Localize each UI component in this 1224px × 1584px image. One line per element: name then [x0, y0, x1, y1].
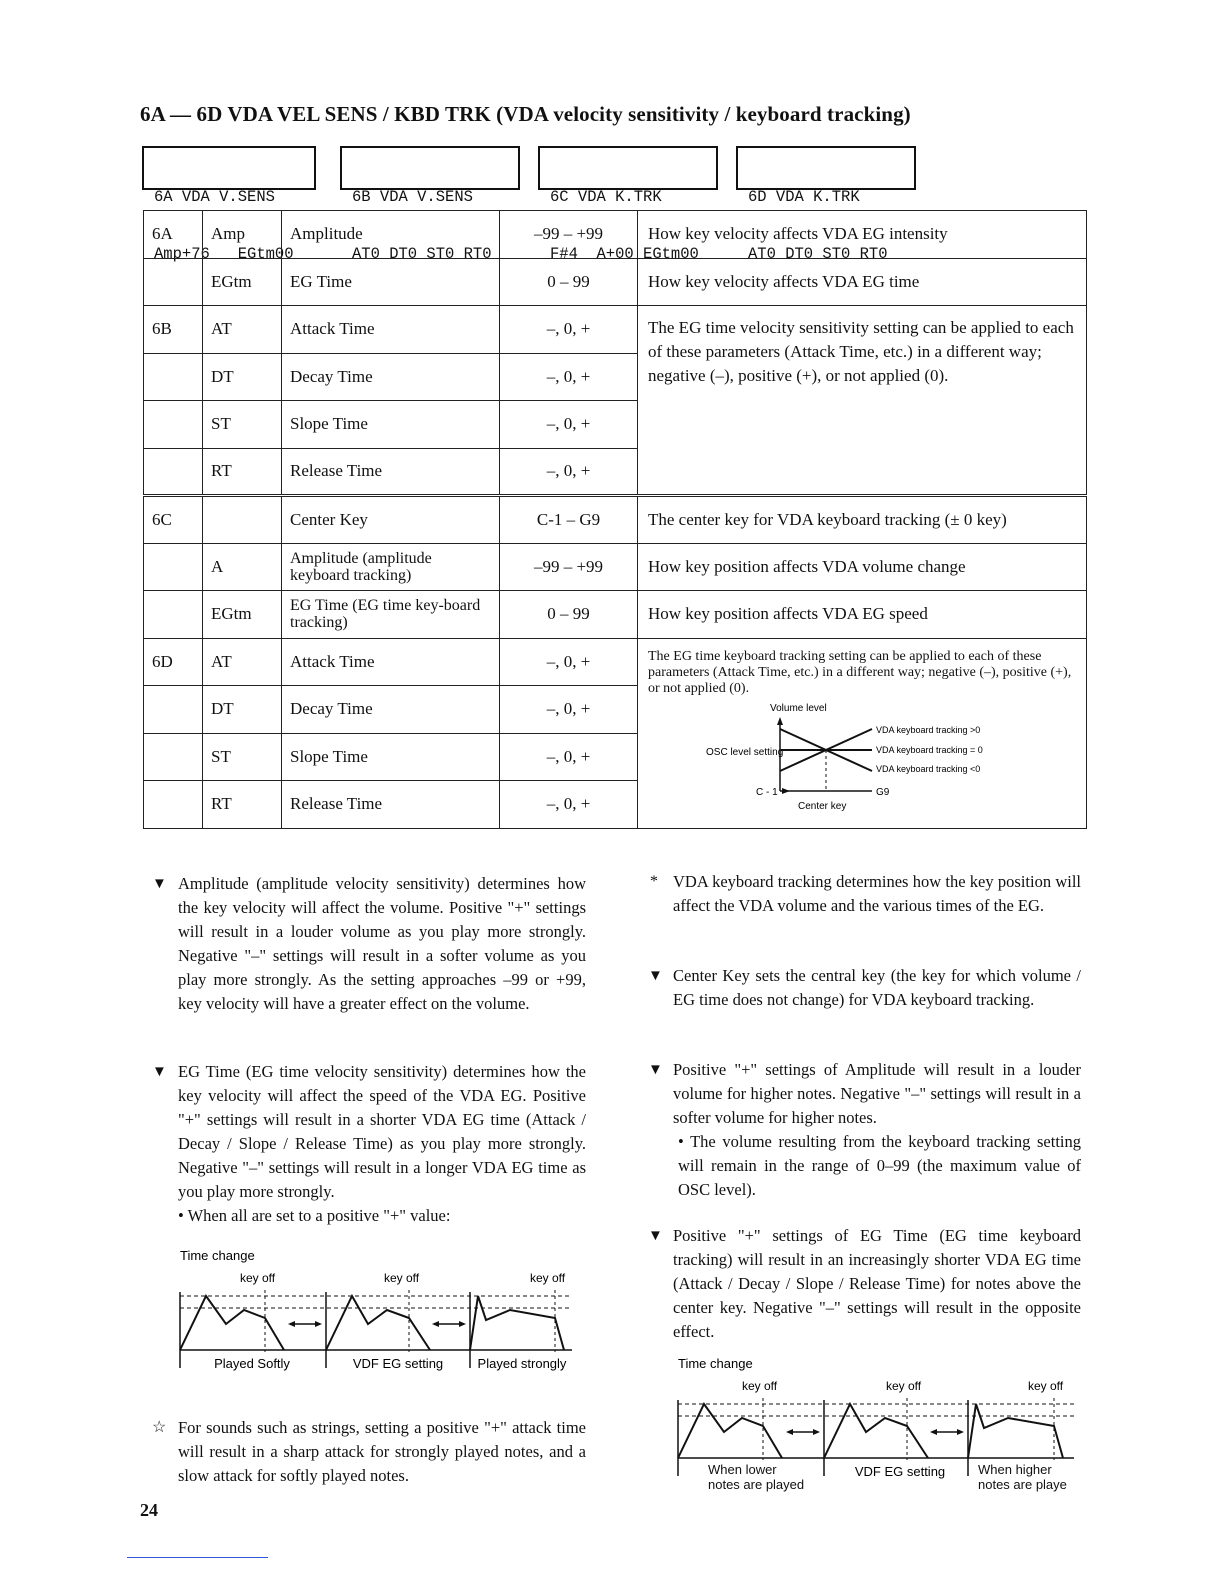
- line-zero-label: VDA keyboard tracking = 0: [876, 744, 983, 755]
- desc-6d-text: The EG time keyboard tracking setting can be applied to each of these parameters (Attack Time, etc.) in a different way; negative (–), positive (+), or not applied (0).: [648, 648, 1072, 696]
- group-cell: [144, 353, 203, 401]
- lcd-panel-6a: [142, 146, 316, 263]
- abbr-cell: DT: [203, 686, 282, 734]
- key-off-label: key off: [384, 1271, 420, 1285]
- range-cell: –, 0, +: [500, 638, 638, 686]
- triangle-bullet-icon: ▼: [152, 1064, 167, 1080]
- key-off-label: key off: [530, 1271, 566, 1285]
- group-cell: [144, 781, 203, 829]
- eg-time-note: • When all are set to a positive "+" value:: [178, 1206, 451, 1225]
- abbr-cell: ST: [203, 401, 282, 449]
- footer-rule: [127, 1557, 268, 1558]
- triangle-bullet-icon: ▼: [648, 1062, 663, 1078]
- key-off-label: key off: [240, 1271, 276, 1285]
- lcd-panel-6b: [340, 146, 520, 263]
- name-cell: EG Time (EG time key-board tracking): [282, 591, 500, 639]
- osc-level-label: OSC level setting: [706, 746, 784, 758]
- lcd-line-1: 6A VDA V.SENS: [154, 188, 275, 206]
- name-cell: Attack Time: [282, 306, 500, 354]
- center-key-label: Center key: [798, 800, 847, 812]
- lcd-line-1: 6B VDA V.SENS: [352, 188, 473, 206]
- abbr-cell: EGtm: [203, 591, 282, 639]
- range-cell: –, 0, +: [500, 353, 638, 401]
- desc-cell: The center key for VDA keyboard tracking (± 0 key): [638, 496, 1087, 544]
- name-cell: Amplitude (amplitude keyboard tracking): [282, 543, 500, 591]
- triangle-bullet-icon: ▼: [152, 876, 167, 892]
- keyboard-tracking-paragraph: VDA keyboard tracking determines how the key position will affect the VDA volume and the various times of the EG.: [673, 872, 1081, 915]
- vdf-eg-setting-label: VDF EG setting: [854, 1464, 946, 1479]
- group-cell: [144, 543, 203, 591]
- range-cell: –, 0, +: [500, 448, 638, 496]
- table-row: [144, 306, 1087, 354]
- center-key-paragraph: Center Key sets the central key (the key for which volume / EG time does not change) for VDA keyboard tracking.: [673, 966, 1081, 1009]
- abbr-cell: [203, 496, 282, 544]
- triangle-bullet-icon: ▼: [648, 968, 663, 984]
- played-strongly-label: Played strongly: [477, 1356, 567, 1371]
- eg-time-tracking-paragraph: Positive "+" settings of EG Time (EG time keyboard tracking) will result in an increasingly shorter VDA EG time (Attack / Decay / Slope / Release Time) for notes above the center key. Negative "–" settings will result in the opposite effect.: [673, 1226, 1081, 1341]
- group-cell: [144, 401, 203, 449]
- group-cell: [144, 733, 203, 781]
- table-row: [144, 211, 1087, 259]
- diagram-title: Time change: [180, 1248, 255, 1263]
- group-cell: 6C: [144, 496, 203, 544]
- group-cell: [144, 448, 203, 496]
- lcd-line-1: 6D VDA K.TRK: [748, 188, 860, 206]
- desc-cell-6d: [638, 638, 1087, 828]
- key-off-label: key off: [1028, 1379, 1064, 1393]
- lcd-line-2: Amp+76 EGtm00: [154, 245, 294, 263]
- name-cell: Amplitude: [282, 211, 500, 259]
- name-cell: Attack Time: [282, 638, 500, 686]
- abbr-cell: AT: [203, 306, 282, 354]
- volume-level-label: Volume level: [770, 702, 827, 714]
- parameter-table: [143, 210, 1087, 829]
- group-cell: [144, 686, 203, 734]
- group-cell: 6D: [144, 638, 203, 686]
- page-number: 24: [140, 1500, 158, 1520]
- eg-time-paragraph: EG Time (EG time velocity sensitivity) determines how the key velocity will affect the speed of the VDA EG. Positive "+" settings will result in a shorter VDA EG time (Attack / Decay / Slope / Release Time) as you play more strongly. Negative "–" settings will result in a longer VDA EG time as you play more strongly.: [178, 1062, 586, 1201]
- abbr-cell: A: [203, 543, 282, 591]
- lcd-line-2: AT0 DT0 ST0 RT0: [748, 245, 888, 263]
- desc-cell: How key position affects VDA volume change: [638, 543, 1087, 591]
- abbr-cell: RT: [203, 448, 282, 496]
- range-cell: C-1 – G9: [500, 496, 638, 544]
- name-cell: Slope Time: [282, 733, 500, 781]
- strings-tip-paragraph: For sounds such as strings, setting a positive "+" attack time will result in a sharp attack for strongly played notes, and a slow attack for softly played notes.: [178, 1418, 586, 1485]
- diagram-title: Time change: [678, 1356, 753, 1371]
- abbr-cell: AT: [203, 638, 282, 686]
- key-off-label: key off: [886, 1379, 922, 1393]
- name-cell: Slope Time: [282, 401, 500, 449]
- amplitude-paragraph: Amplitude (amplitude velocity sensitivity) determines how the key velocity will affect the volume. Positive "+" settings will result in a louder volume as you play more strongly. Negative "–" settings will result in a softer volume as you play more strongly. As the setting approaches –99 or +99, key velocity will have a greater effect on the volume.: [178, 874, 586, 1013]
- abbr-cell: ST: [203, 733, 282, 781]
- abbr-cell: DT: [203, 353, 282, 401]
- abbr-cell: Amp: [203, 211, 282, 259]
- amplitude-tracking-paragraph: Positive "+" settings of Amplitude will result in a louder volume for higher notes. Negative "–" settings will result in a softer volume for higher notes.: [673, 1060, 1081, 1127]
- higher-notes-label: When higher notes are playe: [978, 1462, 1067, 1492]
- x-start-label: C - 1: [756, 786, 778, 798]
- abbr-cell: EGtm: [203, 258, 282, 306]
- triangle-bullet-icon: ▼: [648, 1228, 663, 1244]
- name-cell: Release Time: [282, 781, 500, 829]
- line-pos-label: VDA keyboard tracking >0: [876, 724, 981, 735]
- desc-cell: How key velocity affects VDA EG time: [638, 258, 1087, 306]
- range-cell: –, 0, +: [500, 733, 638, 781]
- star-note-icon: ☆: [152, 1419, 167, 1436]
- range-cell: –99 – +99: [500, 211, 638, 259]
- volume-range-note: • The volume resulting from the keyboard tracking setting will remain in the range of 0–99 (the maximum value of OSC level).: [678, 1132, 1081, 1199]
- table-row: [144, 591, 1087, 639]
- lower-notes-label: When lower notes are played: [708, 1462, 805, 1492]
- time-change-diagram-left: [172, 1244, 592, 1394]
- group-cell: 6B: [144, 306, 203, 354]
- x-end-label: G9: [876, 786, 890, 798]
- range-cell: –, 0, +: [500, 686, 638, 734]
- range-cell: –, 0, +: [500, 781, 638, 829]
- table-row: [144, 258, 1087, 306]
- range-cell: 0 – 99: [500, 591, 638, 639]
- page-title: 6A — 6D VDA VEL SENS / KBD TRK (VDA velocity sensitivity / keyboard tracking): [140, 102, 911, 126]
- asterisk-note-icon: *: [650, 873, 658, 890]
- line-neg-label: VDA keyboard tracking <0: [876, 763, 981, 774]
- range-cell: –99 – +99: [500, 543, 638, 591]
- group-cell: 6A: [144, 211, 203, 259]
- name-cell: EG Time: [282, 258, 500, 306]
- name-cell: Decay Time: [282, 686, 500, 734]
- vdf-eg-setting-label: VDF EG setting: [352, 1356, 444, 1371]
- played-softly-label: Played Softly: [214, 1356, 290, 1371]
- lcd-line-2: F#4 A+00 EGtm00: [550, 245, 699, 263]
- name-cell: Decay Time: [282, 353, 500, 401]
- name-cell: Release Time: [282, 448, 500, 496]
- desc-cell: How key velocity affects VDA EG intensity: [638, 211, 1087, 259]
- table-row: [144, 496, 1087, 544]
- range-cell: –, 0, +: [500, 306, 638, 354]
- group-cell: [144, 591, 203, 639]
- lcd-line-1: 6C VDA K.TRK: [550, 188, 662, 206]
- desc-cell: How key position affects VDA EG speed: [638, 591, 1087, 639]
- lcd-line-2: AT0 DT0 ST0 RT0: [352, 245, 492, 263]
- range-cell: 0 – 99: [500, 258, 638, 306]
- table-row: [144, 543, 1087, 591]
- key-off-label: key off: [742, 1379, 778, 1393]
- range-cell: –, 0, +: [500, 401, 638, 449]
- abbr-cell: RT: [203, 781, 282, 829]
- table-row: [144, 638, 1087, 686]
- group-cell: [144, 258, 203, 306]
- name-cell: Center Key: [282, 496, 500, 544]
- tracking-diagram: [648, 697, 1088, 815]
- time-change-diagram-right: [670, 1352, 1086, 1512]
- desc-cell-6b: The EG time velocity sensitivity setting can be applied to each of these parameters (Attack Time, etc.) in a different way; negative (–), positive (+), or not applied (0).: [638, 306, 1087, 496]
